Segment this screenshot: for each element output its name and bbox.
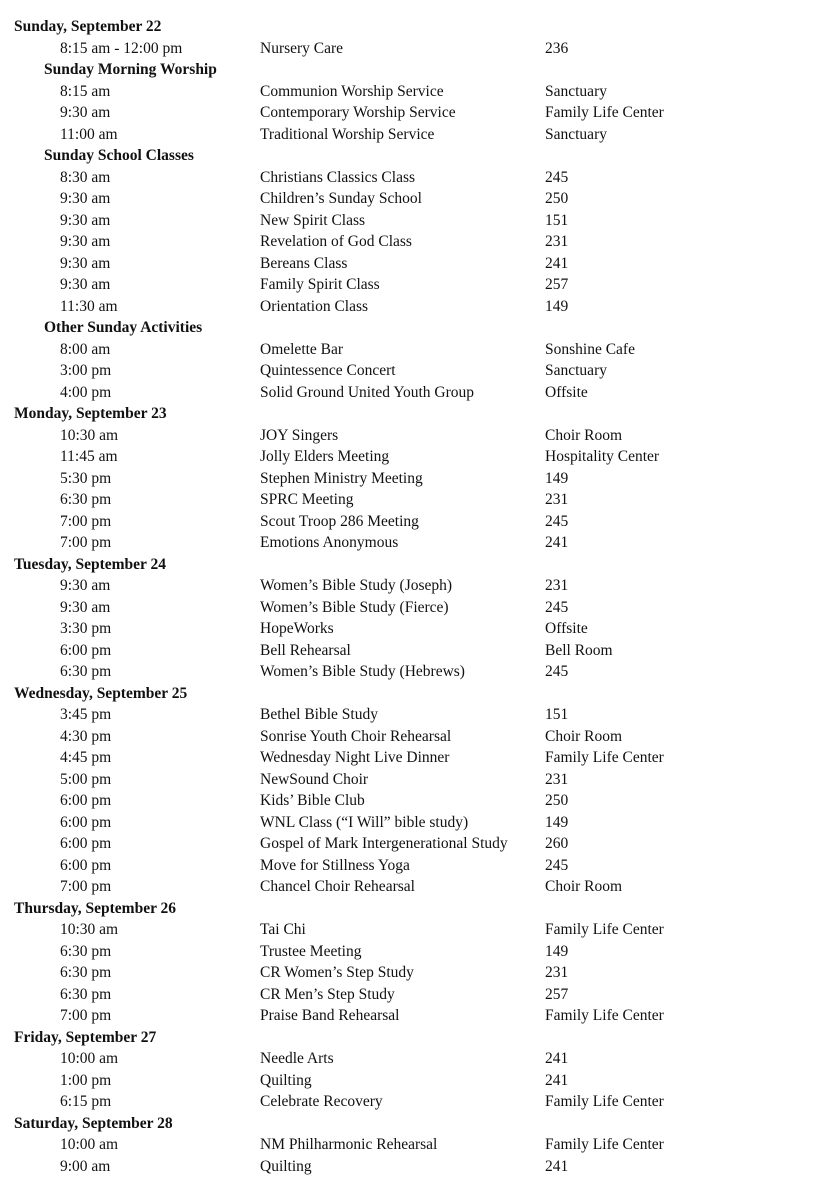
event-name: Revelation of God Class [260, 233, 412, 250]
event-location: Bell Room [545, 641, 613, 659]
event-location: Offsite [545, 383, 588, 401]
event-time: 1:00 pm [60, 1071, 112, 1089]
event-name: Contemporary Worship Service [260, 104, 456, 121]
event-time: 11:30 am [60, 297, 118, 315]
event-location: 241 [545, 1071, 569, 1089]
event-row [14, 747, 806, 769]
event-name: Communion Worship Service [260, 82, 444, 100]
event-name: SPRC Meeting [260, 491, 354, 508]
event-row [14, 962, 806, 984]
event-time: 10:30 am [60, 426, 119, 444]
event-location: Sanctuary [545, 125, 607, 143]
event-row [14, 769, 806, 791]
event-row [14, 446, 806, 468]
event-name: Quilting [260, 1157, 312, 1175]
event-row [14, 1070, 806, 1092]
event-row [14, 253, 806, 275]
event-row [14, 511, 806, 533]
event-location: 231 [545, 770, 569, 788]
event-time: 7:00 pm [60, 534, 112, 551]
event-row [14, 790, 806, 812]
event-name: NM Philharmonic Rehearsal [260, 1136, 438, 1153]
event-time: 6:00 pm [60, 641, 112, 659]
event-name: Move for Stillness Yoga [260, 856, 410, 874]
event-time: 6:00 pm [60, 792, 112, 809]
event-time: 9:30 am [60, 190, 111, 207]
day-header: Thursday, September 26 [14, 899, 177, 917]
event-name: Chancel Choir Rehearsal [260, 878, 415, 895]
day-header: Monday, September 23 [14, 405, 167, 422]
event-time: 9:30 am [60, 233, 111, 250]
event-name: Traditional Worship Service [260, 125, 435, 143]
event-name: Jolly Elders Meeting [260, 448, 390, 465]
event-row [14, 919, 806, 941]
event-time: 6:30 pm [60, 942, 112, 960]
event-name: Sonrise Youth Choir Rehearsal [260, 727, 452, 745]
event-time: 8:15 am - 12:00 pm [60, 39, 183, 57]
event-name: Omelette Bar [260, 340, 344, 358]
section-header: Sunday Morning Worship [44, 61, 217, 78]
event-location: 231 [545, 233, 569, 250]
event-name: Bethel Bible Study [260, 706, 378, 723]
event-time: 7:00 pm [60, 512, 112, 530]
event-name: Christians Classics Class [260, 168, 416, 186]
event-location: Family Life Center [545, 1093, 664, 1110]
event-location: 260 [545, 835, 569, 852]
event-time: 11:45 am [60, 448, 118, 465]
event-name: Bell Rehearsal [260, 641, 351, 659]
event-name: Bereans Class [260, 254, 348, 272]
event-location: 241 [545, 1157, 569, 1175]
event-time: 3:45 pm [60, 706, 112, 723]
event-name: Women’s Bible Study (Fierce) [260, 598, 449, 616]
event-name: NewSound Choir [260, 770, 369, 788]
event-location: 241 [545, 254, 569, 272]
event-row [14, 296, 806, 318]
event-time: 9:00 am [60, 1157, 111, 1175]
event-time: 3:00 pm [60, 362, 112, 379]
event-location: Choir Room [545, 878, 623, 895]
event-row [14, 984, 806, 1006]
event-row [14, 812, 806, 834]
event-location: Family Life Center [545, 104, 664, 121]
event-location: Family Life Center [545, 749, 664, 766]
event-row [14, 188, 806, 210]
event-name: Gospel of Mark Intergenerational Study [260, 835, 508, 852]
event-row [14, 167, 806, 189]
event-location: 250 [545, 792, 569, 809]
event-row [14, 425, 806, 447]
event-row [14, 231, 806, 253]
event-location: Family Life Center [545, 1136, 664, 1153]
event-time: 6:00 pm [60, 835, 112, 852]
event-row [14, 640, 806, 662]
event-time: 6:30 pm [60, 964, 112, 981]
event-time: 4:45 pm [60, 749, 112, 766]
event-row [14, 855, 806, 877]
event-name: CR Men’s Step Study [260, 985, 395, 1003]
event-row [14, 704, 806, 726]
event-time: 10:00 am [60, 1050, 119, 1067]
event-name: Nursery Care [260, 39, 344, 57]
event-name: Needle Arts [260, 1050, 334, 1067]
event-location: 151 [545, 706, 569, 723]
event-name: Orientation Class [260, 297, 369, 315]
event-name: WNL Class (“I Will” bible study) [260, 813, 469, 831]
event-location: Choir Room [545, 426, 623, 444]
event-row [14, 941, 806, 963]
event-location: 151 [545, 211, 569, 229]
event-time: 10:30 am [60, 921, 119, 938]
event-location: Choir Room [545, 727, 623, 745]
event-name: Wednesday Night Live Dinner [260, 749, 450, 766]
event-row [14, 102, 806, 124]
event-name: Trustee Meeting [260, 942, 362, 960]
event-row [14, 1048, 806, 1070]
event-time: 6:00 pm [60, 856, 112, 874]
section-header: Sunday School Classes [44, 147, 194, 164]
event-row [14, 1134, 806, 1156]
day-header: Sunday, September 22 [14, 18, 162, 35]
event-time: 5:00 pm [60, 770, 112, 788]
event-row [14, 876, 806, 898]
event-row [14, 274, 806, 296]
event-location: 241 [545, 534, 569, 551]
event-time: 7:00 pm [60, 1007, 112, 1024]
event-time: 5:30 pm [60, 469, 112, 487]
event-time: 6:30 pm [60, 985, 112, 1003]
event-time: 9:30 am [60, 211, 111, 229]
event-location: 231 [545, 491, 569, 508]
event-row [14, 81, 806, 103]
event-time: 9:30 am [60, 577, 111, 594]
event-name: CR Women’s Step Study [260, 964, 414, 981]
event-location: 257 [545, 276, 569, 293]
event-location: 245 [545, 856, 569, 874]
event-time: 8:00 am [60, 340, 111, 358]
event-row [14, 618, 806, 640]
event-row [14, 210, 806, 232]
event-location: 231 [545, 964, 569, 981]
event-time: 6:30 pm [60, 491, 112, 508]
event-row [14, 726, 806, 748]
event-name: Kids’ Bible Club [260, 792, 365, 809]
event-name: Stephen Ministry Meeting [260, 469, 423, 487]
event-row [14, 1005, 806, 1027]
event-row [14, 468, 806, 490]
event-name: Celebrate Recovery [260, 1093, 383, 1110]
event-location: 245 [545, 512, 569, 530]
event-time: 3:30 pm [60, 620, 112, 637]
event-time: 9:30 am [60, 598, 111, 616]
event-name: Children’s Sunday School [260, 190, 422, 207]
event-time: 9:30 am [60, 254, 111, 272]
event-row [14, 38, 806, 60]
section-header: Other Sunday Activities [44, 319, 203, 336]
event-row [14, 360, 806, 382]
event-location: Sanctuary [545, 82, 607, 100]
event-row [14, 489, 806, 511]
event-time: 8:30 am [60, 168, 111, 186]
event-name: Family Spirit Class [260, 276, 380, 293]
event-name: JOY Singers [260, 426, 339, 444]
event-name: Emotions Anonymous [260, 534, 399, 551]
event-time: 9:30 am [60, 104, 111, 121]
event-location: 231 [545, 577, 569, 594]
day-header: Tuesday, September 24 [14, 555, 167, 573]
event-location: 236 [545, 39, 569, 57]
day-header: Friday, September 27 [14, 1028, 157, 1046]
event-row [14, 339, 806, 361]
event-time: 4:00 pm [60, 383, 112, 401]
event-location: Hospitality Center [545, 448, 660, 465]
event-time: 8:15 am [60, 82, 111, 100]
event-location: 245 [545, 168, 569, 186]
event-row [14, 833, 806, 855]
event-time: 6:30 pm [60, 663, 112, 680]
event-location: Family Life Center [545, 1007, 664, 1024]
event-location: 149 [545, 942, 569, 960]
event-row [14, 575, 806, 597]
event-row [14, 532, 806, 554]
event-location: Sonshine Cafe [545, 340, 635, 358]
event-location: 245 [545, 663, 569, 680]
event-time: 7:00 pm [60, 878, 112, 895]
schedule-list [14, 16, 806, 1177]
event-location: 241 [545, 1050, 569, 1067]
event-time: 10:00 am [60, 1136, 119, 1153]
event-location: Family Life Center [545, 921, 664, 938]
event-location: 149 [545, 469, 569, 487]
event-row [14, 597, 806, 619]
event-name: Scout Troop 286 Meeting [260, 512, 419, 530]
event-row [14, 661, 806, 683]
event-location: 149 [545, 813, 569, 831]
event-name: New Spirit Class [260, 211, 366, 229]
event-location: Sanctuary [545, 362, 607, 379]
event-row [14, 124, 806, 146]
day-header: Wednesday, September 25 [14, 684, 188, 702]
day-header: Saturday, September 28 [14, 1114, 173, 1132]
event-row [14, 1091, 806, 1113]
event-location: 250 [545, 190, 569, 207]
event-name: HopeWorks [260, 620, 334, 637]
event-name: Quintessence Concert [260, 362, 396, 379]
event-location: Offsite [545, 620, 588, 637]
event-location: 149 [545, 297, 569, 315]
event-name: Women’s Bible Study (Joseph) [260, 577, 453, 594]
event-time: 6:15 pm [60, 1093, 112, 1110]
event-location: 257 [545, 985, 569, 1003]
event-row [14, 1156, 806, 1178]
event-location: 245 [545, 598, 569, 616]
event-name: Quilting [260, 1071, 312, 1089]
event-name: Tai Chi [260, 921, 306, 938]
event-time: 9:30 am [60, 276, 111, 293]
event-name: Praise Band Rehearsal [260, 1007, 400, 1024]
event-name: Women’s Bible Study (Hebrews) [260, 663, 465, 680]
event-time: 6:00 pm [60, 813, 112, 831]
event-name: Solid Ground United Youth Group [260, 383, 475, 401]
event-time: 11:00 am [60, 125, 118, 143]
event-time: 4:30 pm [60, 727, 112, 745]
event-row [14, 382, 806, 404]
